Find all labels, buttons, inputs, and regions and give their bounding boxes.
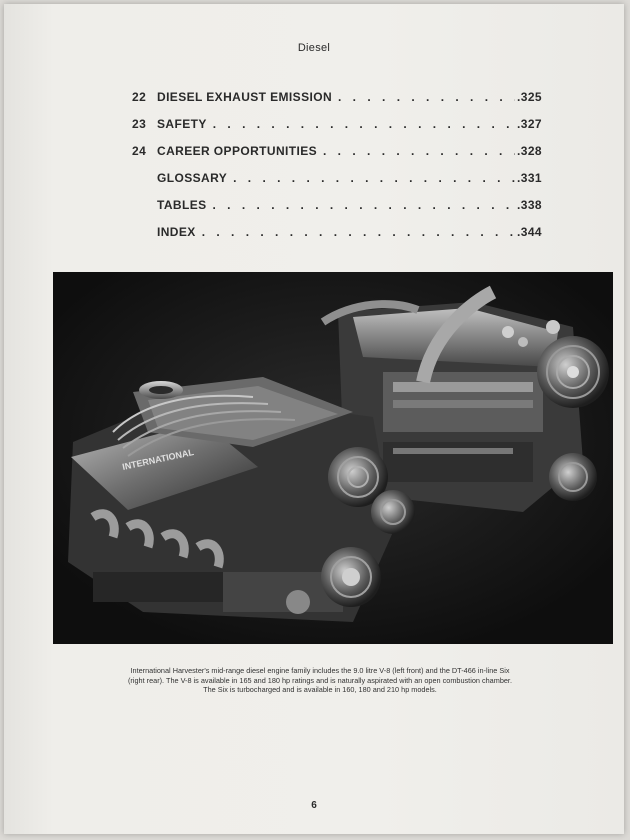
toc-leader-dots <box>202 225 515 239</box>
caption-line: The Six is turbocharged and is available in 160, 180 and 210 hp models. <box>203 685 437 694</box>
toc-leader-dots <box>338 90 515 104</box>
table-of-contents <box>132 90 542 252</box>
toc-entry-index[interactable] <box>132 225 542 252</box>
toc-chapter-title: TABLES <box>157 198 207 212</box>
caption-line: (right rear). The V-8 is available in 165 and 180 hp ratings and is naturally aspirated with an open combustion chamber. <box>128 675 512 685</box>
toc-chapter-title: INDEX <box>157 225 196 239</box>
toc-chapter-title: DIESEL EXHAUST EMISSION <box>157 90 333 104</box>
toc-page-number: .338 <box>517 198 542 212</box>
v8-valve-cover-badge: INTERNATIONAL <box>121 447 195 472</box>
toc-leader-dots <box>233 171 515 185</box>
toc-page-number: .325 <box>517 90 542 104</box>
toc-leader-dots <box>213 117 515 131</box>
toc-chapter-number: 23 <box>132 117 147 131</box>
toc-chapter-number: 22 <box>132 90 147 104</box>
toc-entry-23[interactable] <box>132 117 542 144</box>
page-number: 6 <box>311 800 317 811</box>
toc-leader-dots <box>213 198 516 212</box>
toc-entry-24[interactable] <box>132 144 542 171</box>
book-page <box>4 4 624 834</box>
toc-chapter-number: 24 <box>132 144 147 158</box>
toc-page-number: .328 <box>517 144 542 158</box>
toc-entry-22[interactable] <box>132 90 542 117</box>
toc-leader-dots <box>323 144 515 158</box>
running-header: Diesel <box>297 42 331 54</box>
toc-page-number: .331 <box>517 171 542 185</box>
toc-page-number: .344 <box>517 225 542 239</box>
toc-chapter-title: SAFETY <box>157 117 207 131</box>
toc-entry-tables[interactable] <box>132 198 542 225</box>
toc-page-number: .327 <box>517 117 542 131</box>
photo-caption <box>100 666 540 695</box>
caption-line: International Harvester's mid-range diesel engine family includes the 9.0 litre V-8 (left front) and the DT-466 in-line Six <box>130 666 510 675</box>
toc-chapter-title: GLOSSARY <box>157 171 228 185</box>
toc-chapter-title: CAREER OPPORTUNITIES <box>157 144 318 158</box>
engine-photograph <box>53 272 613 644</box>
toc-entry-glossary[interactable] <box>132 171 542 198</box>
